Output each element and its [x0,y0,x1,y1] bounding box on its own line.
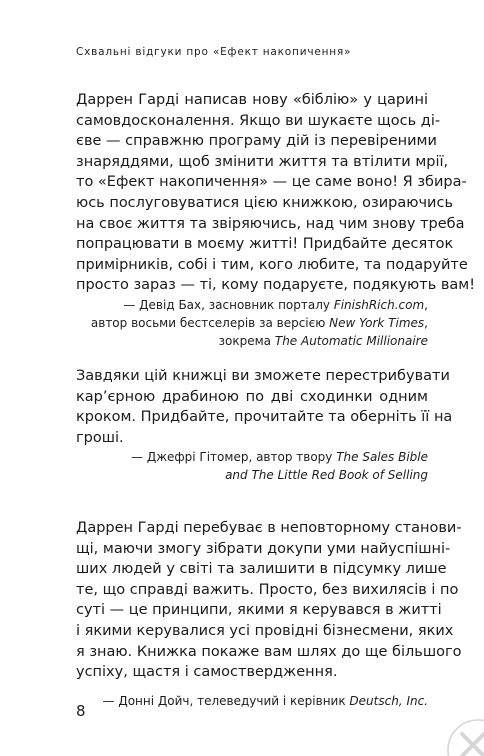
blurb-line: юсь послуговуватися цією книжкою, озираючись [76,194,453,211]
blurb-line: успіху, щастя і самоствердження. [76,664,338,681]
blurb-line: на своє життя та звіряючись, над чим знову треба [76,215,465,232]
blurb-line: гроші. [76,429,124,446]
x-watermark-icon [438,710,484,756]
blurb-line: знаряддями, щоб змінити життя та втілити мрії, [76,153,449,170]
blurb-line: попрацювати в моєму житті! Придбайте десяток [76,236,454,253]
blurb-1-text [76,90,476,296]
blurb-2-attribution [68,448,428,484]
blurb-3-attribution [68,692,428,710]
blurb-line: те, що справді важить. Просто, без вихилясів і по [76,581,459,598]
blurb-line: суті — це принципи, якими я керувався в житті [76,602,442,619]
blurb-line: то «Ефект накопичення» — це саме воно! Я збира- [76,174,467,191]
blurb-line: просто зараз — ті, кому подаруєте, подякують вам! [76,277,476,294]
blurb-line: кар’єрною драбиною по дві сходинки одним [76,388,428,405]
blurb-line: Даррен Гарді перебуває в неповторному станови- [76,520,462,536]
blurb-line: єве — справжню програму дій із перевіреними [76,133,437,150]
blurb-line: я знаю. Книжка покаже вам шлях до ще більшого [76,643,462,660]
attribution-line: автор восьми бестселерів за версією New York Times, [90,316,428,330]
attribution-line: зокрема The Automatic Millionaire [218,334,428,348]
attribution-line: — Джефрі Гітомер, автор твору The Sales Bible [131,450,428,464]
blurb-line: Даррен Гарді написав нову «біблію» у царині [76,92,428,108]
blurb-line: і якими керувалися усі провідні бізнесмени, яких [76,622,454,639]
attribution-line: — Донні Дойч, телеведучий і керівник Deutsch, Inc. [102,694,428,708]
blurb-line: кроком. Придбайте, прочитайте та оберніть її на [76,409,453,426]
blurb-2-text [76,366,453,448]
blurb-line: щі, маючи змогу зібрати докупи уми найуспішні- [76,540,451,557]
running-head: Схвальні відгуки про «Ефект накопичення» [76,46,352,58]
blurb-1-attribution [68,296,428,350]
blurb-line: ших людей у світі та залишити в підсумку лише [76,561,447,578]
attribution-line: and The Little Red Book of Selling [225,468,428,482]
page-number: 8 [76,702,86,720]
blurb-line: Завдяки цій книжці ви зможете перестрибувати [76,368,450,384]
blurb-line: примірників, собі і тим, кого любите, та подаруйте [76,256,468,273]
blurb-3-text [76,518,462,683]
blurb-line: самовдосконалення. Якщо ви шукаєте щось ді- [76,112,441,129]
attribution-line: — Девід Бах, засновник порталу FinishRich.com, [123,298,428,312]
